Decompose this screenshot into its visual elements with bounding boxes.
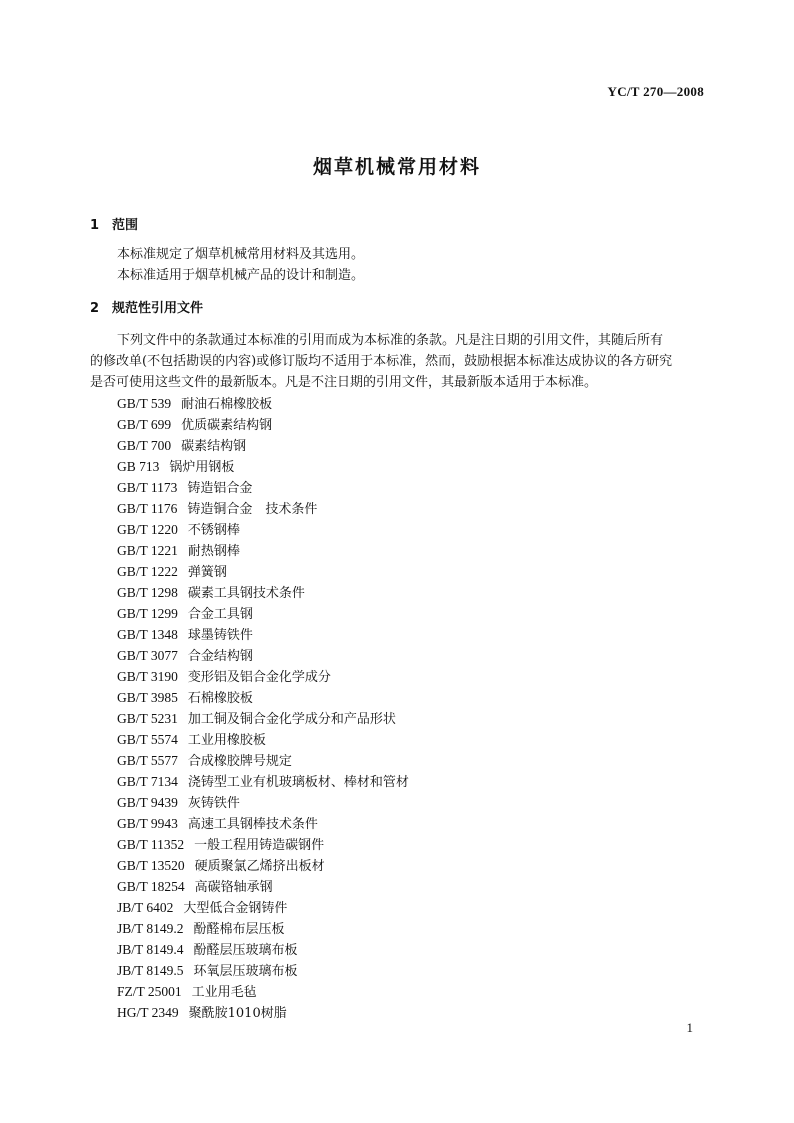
reference-code: HG/T 2349: [117, 1005, 179, 1020]
reference-code: FZ/T 25001: [117, 984, 182, 999]
reference-title: 合金结构钢: [187, 649, 253, 664]
page-number: 1: [686, 1020, 693, 1035]
section-number: 1: [90, 218, 100, 233]
reference-code: GB/T 5574: [117, 732, 178, 747]
reference-item: [117, 393, 409, 414]
reference-title: 加工铜及铜合金化学成分和产品形状: [187, 712, 396, 727]
reference-item: [117, 456, 409, 477]
reference-code: GB/T 1220: [117, 522, 178, 537]
reference-title: 铸造铝合金: [187, 481, 253, 496]
reference-code: GB/T 3077: [117, 648, 178, 663]
reference-item: [117, 729, 409, 750]
reference-code: GB/T 7134: [117, 774, 178, 789]
reference-title: 合成橡胶牌号规定: [187, 754, 292, 769]
reference-item: [117, 771, 409, 792]
reference-item: [117, 435, 409, 456]
reference-code: GB/T 9943: [117, 816, 178, 831]
reference-title: 大型低合金钢铸件: [183, 901, 288, 916]
section-heading-normative-references: [90, 299, 203, 319]
reference-code: GB/T 11352: [117, 837, 185, 852]
reference-code: JB/T 8149.4: [117, 942, 184, 957]
reference-item: [117, 519, 409, 540]
reference-title: 变形铝及铝合金化学成分: [187, 670, 331, 685]
reference-item: [117, 624, 409, 645]
intro-line: 是否可使用这些文件的最新版本。凡是不注日期的引用文件，其最新版本适用于本标准。: [90, 375, 598, 390]
reference-item: [117, 414, 409, 435]
reference-item: [117, 960, 409, 981]
reference-title: 耐热钢棒: [187, 544, 240, 559]
reference-item: [117, 939, 409, 960]
reference-code: GB/T 1173: [117, 480, 178, 495]
reference-item: [117, 666, 409, 687]
reference-code: GB/T 700: [117, 438, 172, 453]
reference-code: GB/T 539: [117, 396, 172, 411]
reference-title: 锅炉用钢板: [169, 460, 235, 475]
reference-item: [117, 981, 409, 1002]
reference-item: [117, 540, 409, 561]
reference-list: [117, 393, 409, 1023]
standard-code: YC/T 270—2008: [607, 84, 704, 99]
reference-item: [117, 477, 409, 498]
reference-title: 优质碳素结构钢: [181, 418, 273, 433]
reference-item: [117, 834, 409, 855]
reference-item: [117, 645, 409, 666]
section-title: 规范性引用文件: [112, 301, 204, 316]
reference-item: [117, 876, 409, 897]
reference-title: 石棉橡胶板: [187, 691, 253, 706]
section-title: 范围: [112, 218, 139, 233]
reference-title: 浇铸型工业有机玻璃板材、棒材和管材: [187, 775, 409, 790]
reference-title: 铸造铜合金 技术条件: [187, 502, 318, 517]
reference-code: GB/T 1348: [117, 627, 178, 642]
reference-item: [117, 750, 409, 771]
reference-title: 碳素结构钢: [181, 439, 247, 454]
section-heading-scope: [90, 216, 138, 236]
reference-item: [117, 498, 409, 519]
reference-title: 弹簧钢: [187, 565, 227, 580]
reference-code: GB/T 5231: [117, 711, 178, 726]
reference-title: 工业用毛毡: [191, 985, 257, 1000]
reference-code: GB/T 9439: [117, 795, 178, 810]
reference-code: GB/T 3190: [117, 669, 178, 684]
reference-item: [117, 708, 409, 729]
paragraph: 本标准适用于烟草机械产品的设计和制造。: [117, 268, 365, 283]
reference-title: 聚酰胺1010树脂: [188, 1006, 287, 1021]
reference-title: 不锈钢棒: [187, 523, 240, 538]
reference-code: GB/T 1222: [117, 564, 178, 579]
paragraph: 本标准规定了烟草机械常用材料及其选用。: [117, 247, 365, 262]
reference-title: 酚醛层压玻璃布板: [193, 943, 298, 958]
reference-item: [117, 813, 409, 834]
reference-item: [117, 1002, 409, 1023]
reference-code: JB/T 8149.2: [117, 921, 184, 936]
reference-code: GB/T 3985: [117, 690, 178, 705]
reference-code: GB 713: [117, 459, 160, 474]
reference-title: 高速工具钢棒技术条件: [187, 817, 318, 832]
reference-code: GB/T 5577: [117, 753, 178, 768]
reference-code: JB/T 8149.5: [117, 963, 184, 978]
reference-title: 碳素工具钢技术条件: [187, 586, 305, 601]
reference-title: 一般工程用铸造碳钢件: [194, 838, 325, 853]
intro-line: 的修改单(不包括勘误的内容)或修订版均不适用于本标准，然而，鼓励根据本标准达成协议的各方研究: [90, 354, 673, 369]
reference-code: GB/T 13520: [117, 858, 185, 873]
reference-item: [117, 582, 409, 603]
reference-title: 硬质聚氯乙烯挤出板材: [194, 859, 325, 874]
reference-title: 耐油石棉橡胶板: [181, 397, 273, 412]
reference-item: [117, 855, 409, 876]
page-title: 烟草机械常用材料: [312, 156, 481, 178]
intro-line: 下列文件中的条款通过本标准的引用而成为本标准的条款。凡是注日期的引用文件，其随后所有: [117, 333, 664, 348]
reference-item: [117, 792, 409, 813]
reference-code: GB/T 1298: [117, 585, 178, 600]
reference-title: 高碳铬轴承钢: [194, 880, 273, 895]
reference-title: 酚醛棉布层压板: [193, 922, 285, 937]
reference-code: GB/T 18254: [117, 879, 185, 894]
reference-code: GB/T 1221: [117, 543, 178, 558]
reference-code: JB/T 6402: [117, 900, 174, 915]
reference-title: 环氧层压玻璃布板: [193, 964, 298, 979]
reference-code: GB/T 699: [117, 417, 172, 432]
reference-code: GB/T 1299: [117, 606, 178, 621]
reference-item: [117, 918, 409, 939]
reference-title: 合金工具钢: [187, 607, 253, 622]
reference-title: 工业用橡胶板: [187, 733, 266, 748]
reference-item: [117, 561, 409, 582]
reference-title: 灰铸铁件: [187, 796, 240, 811]
section-number: 2: [90, 301, 100, 316]
reference-item: [117, 603, 409, 624]
reference-item: [117, 897, 409, 918]
reference-title: 球墨铸铁件: [187, 628, 253, 643]
reference-item: [117, 687, 409, 708]
reference-code: GB/T 1176: [117, 501, 178, 516]
